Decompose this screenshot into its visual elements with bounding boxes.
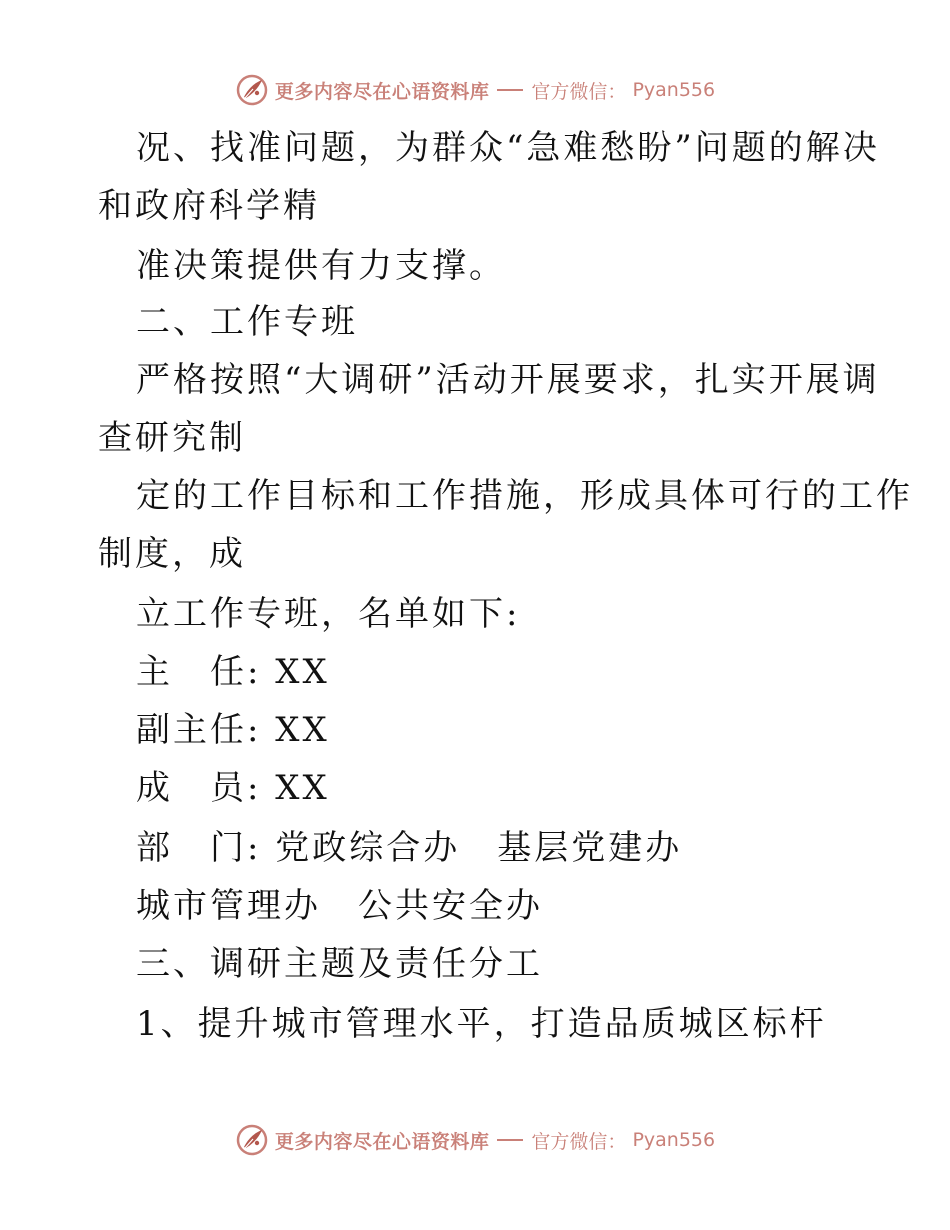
footer-watermark [0,1120,950,1160]
watermark-site-text: 更多内容尽在心语资料库 [274,80,490,103]
body-line: 查研究制 [98,418,246,458]
watermark-contact-label: 官方微信： [531,80,627,103]
body-line: 立工作专班，名单如下: [136,594,521,634]
roster-line: 成 员: XX [136,768,330,808]
watermark-group [235,73,715,107]
roster-line: 副主任: XX [136,710,330,750]
body-line: 制度，成 [98,534,246,574]
header-watermark [0,70,950,110]
watermark-dash [497,1139,523,1141]
body-line: 1、提升城市管理水平，打造品质城区标杆 [136,1004,827,1044]
body-line: 严格按照“大调研”活动开展要求，扎实开展调 [136,360,880,400]
watermark-contact-id: Pyan556 [632,1129,716,1151]
body-line: 定的工作目标和工作措施，形成具体可行的工作 [136,476,913,516]
watermark-contact-label: 官方微信： [531,1130,627,1153]
body-line: 和政府科学精 [98,186,320,226]
section-heading: 三、调研主题及责任分工 [136,944,543,984]
body-line: 况、找准问题，为群众“急难愁盼”问题的解决 [136,128,880,168]
section-heading: 二、工作专班 [136,302,358,342]
watermark-contact-id: Pyan556 [632,79,716,101]
roster-line: 城市管理办 公共安全办 [136,886,543,926]
watermark-dash [497,89,523,91]
watermark-group [235,1123,715,1157]
feather-pen-logo-icon [235,73,269,107]
roster-line: 主 任: XX [136,652,330,692]
watermark-site-text: 更多内容尽在心语资料库 [274,1130,490,1153]
roster-line: 部 门: 党政综合办 基层党建办 [136,828,683,868]
feather-pen-logo-icon [235,1123,269,1157]
body-line: 准决策提供有力支撑。 [136,246,506,286]
